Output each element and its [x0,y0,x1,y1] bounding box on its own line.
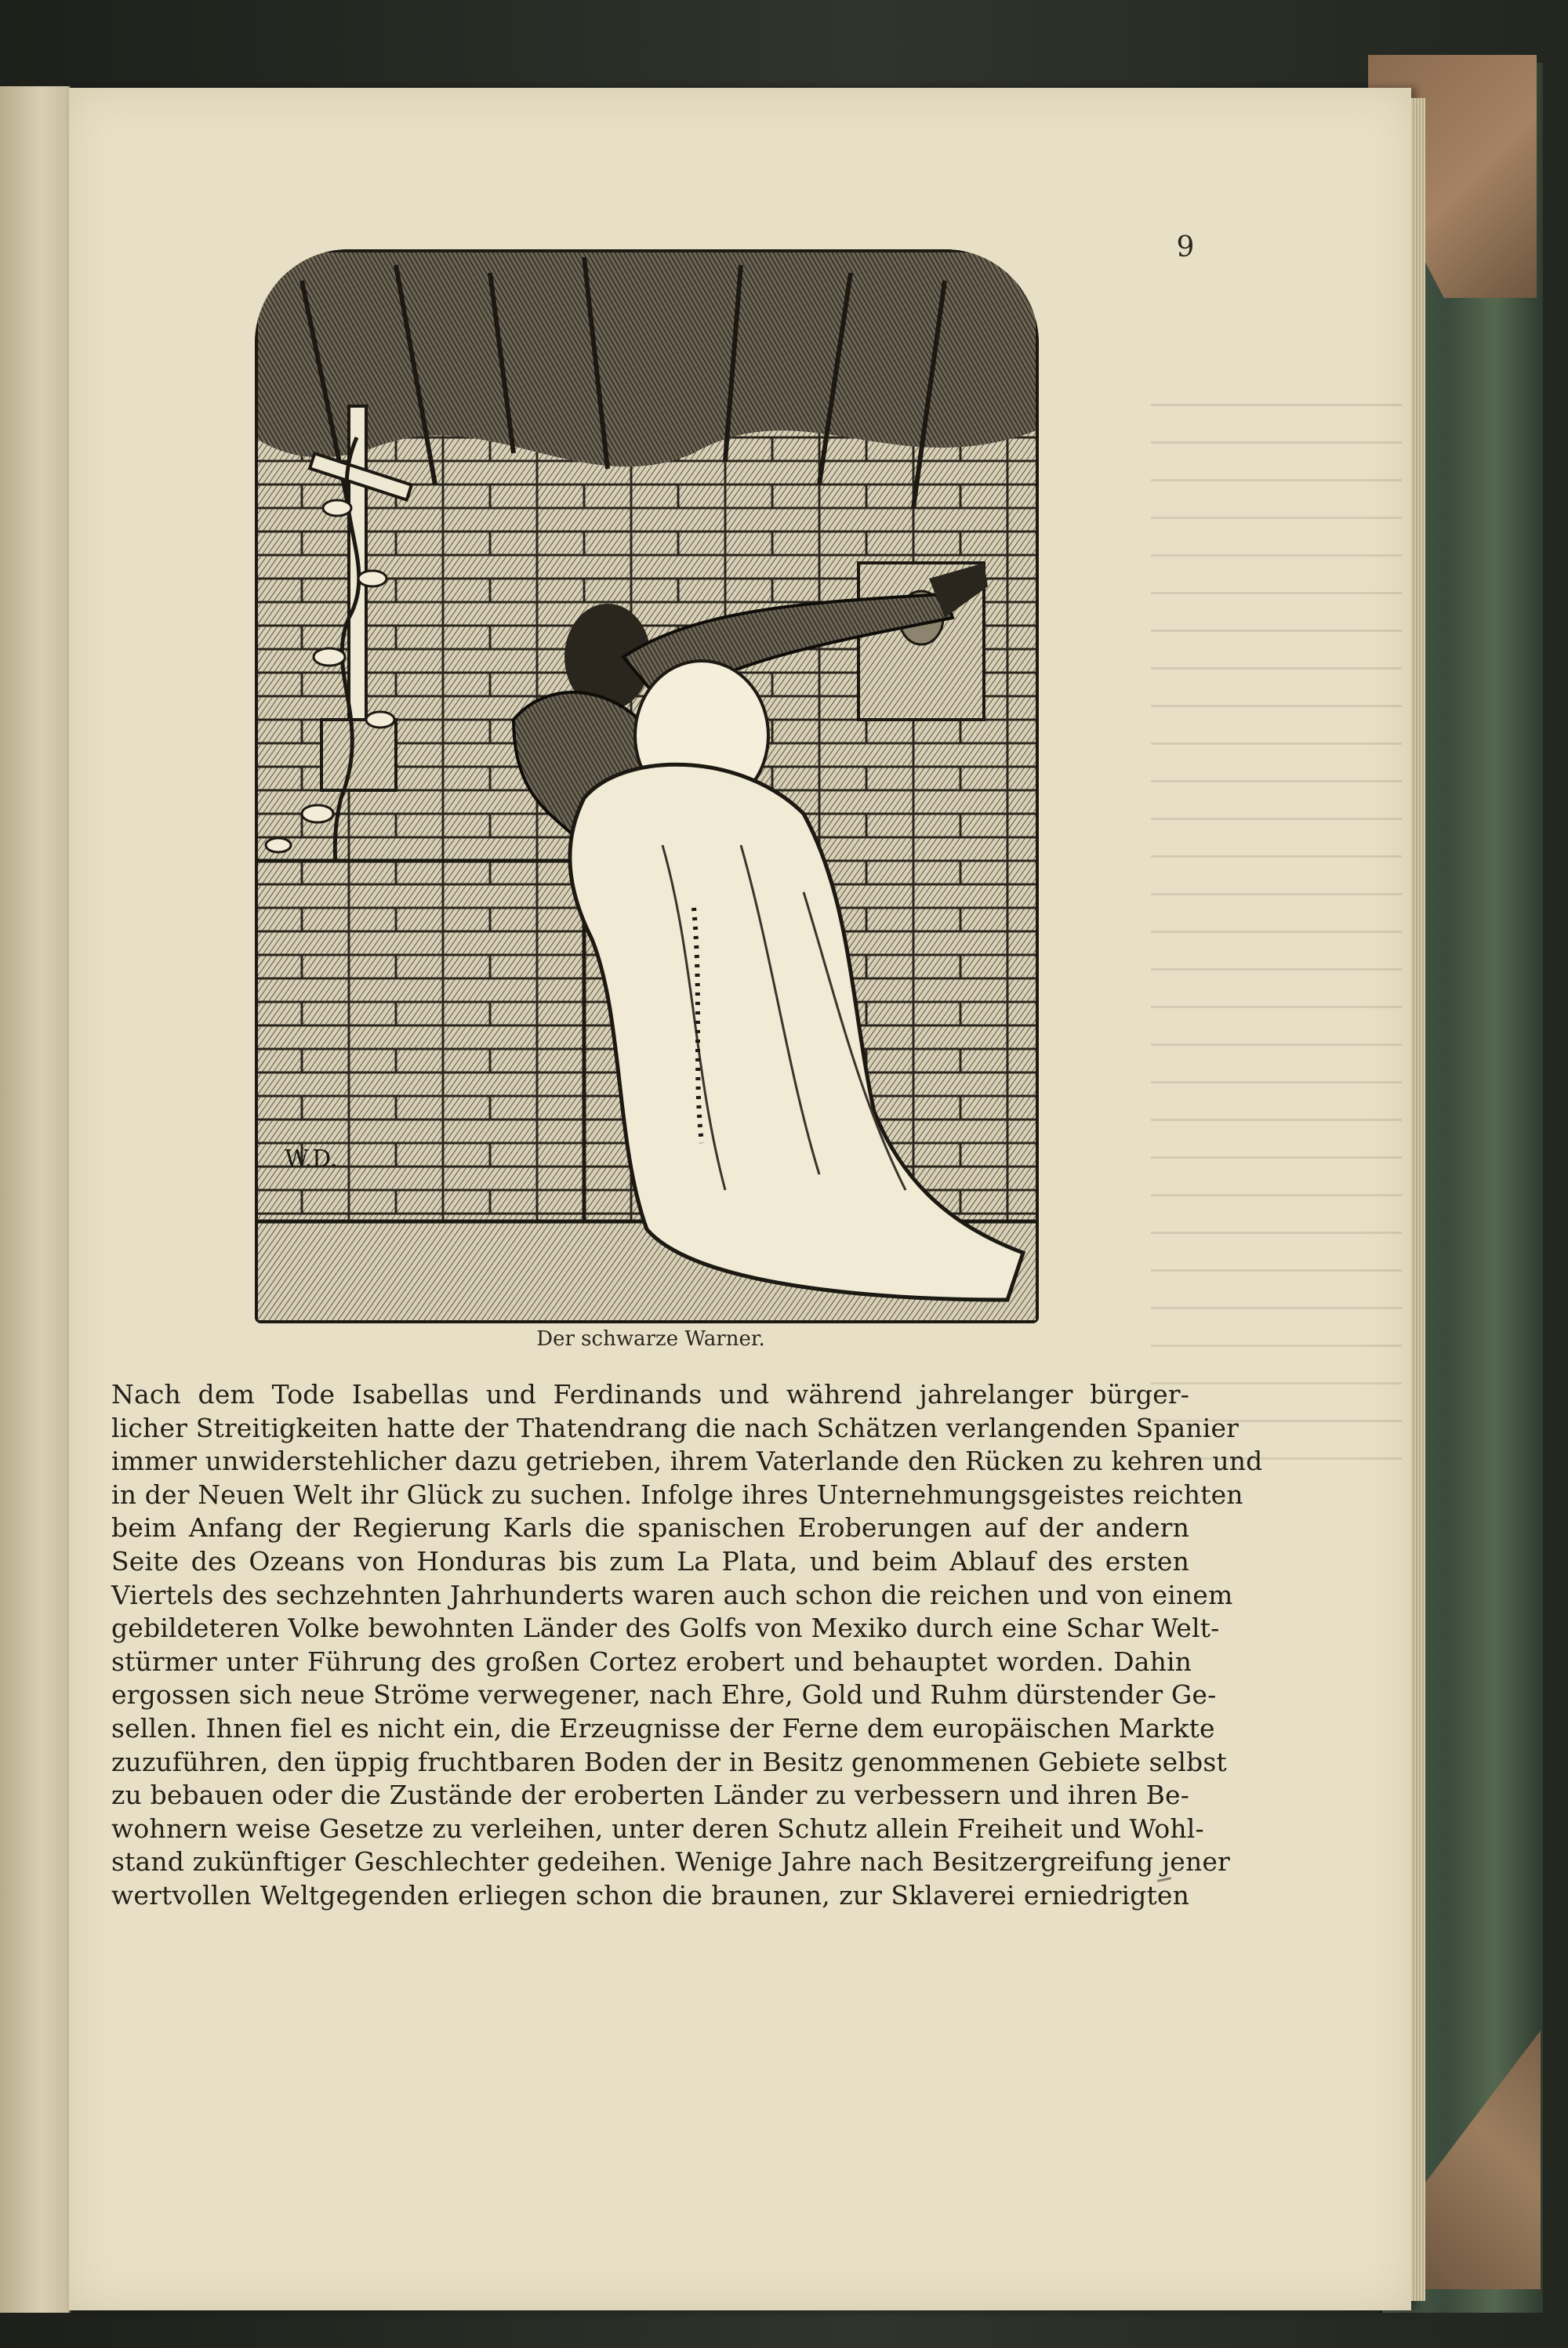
text-line: licher Streitigkeiten hatte der Thatendrang die nach Schätzen verlangenden Spanier [111,1412,1240,1443]
text-line: Seite des Ozeans von Honduras bis zum La Plata, und beim Ablauf des ersten [111,1545,1189,1577]
text-line: wertvollen Weltgegenden erliegen schon die braunen, zur Sklaverei erniedrigten [111,1879,1189,1911]
text-line: Viertels des sechzehnten Jahrhunderts waren auch schon die reichen und von einem [111,1579,1233,1610]
text-line: beim Anfang der Regierung Karls die spanischen Eroberungen auf der andern [111,1512,1189,1544]
text-line: sellen. Ihnen fiel es nicht ein, die Erzeugnisse der Ferne dem europäischen Markte [111,1712,1215,1744]
illustration-caption: Der schwarze Warner. [536,1327,765,1351]
page-edges [1411,98,1425,2301]
page-number: 9 [1176,231,1195,263]
text-line: in der Neuen Welt ihr Glück zu suchen. Infolge ihres Unternehmungsgeistes reichten [111,1479,1243,1510]
engraving-illustration [255,249,1039,1323]
stone-altar [255,861,584,1229]
show-through-text [1151,378,1402,1460]
text-line: Nach dem Tode Isabellas und Ferdinands und während jahrelanger bürger- [111,1379,1189,1410]
body-paragraph [111,1378,1263,1913]
text-line: zu bebauen oder die Zustände der eroberten Länder zu verbessern und ihren Be- [111,1780,1189,1811]
text-line: immer unwiderstehlicher dazu getrieben, ihrem Vaterlande den Rücken zu kehren und [111,1446,1263,1477]
engraving-svg [255,249,1039,1323]
illustration-signature: W.D. [285,1145,338,1173]
text-line: wohnern weise Gesetze zu verleihen, unter deren Schutz allein Freiheit und Wohl- [111,1813,1204,1844]
left-page-edge [0,86,71,2313]
text-line: stand zukünftiger Geschlechter gedeihen. Wenige Jahre nach Besitzergreifung jener [111,1846,1230,1878]
text-line: gebildeteren Volke bewohnten Länder des Golfs von Mexiko durch eine Schar Welt- [111,1613,1220,1644]
text-line: zuzuführen, den üppig fruchtbaren Boden der in Besitz genommenen Gebiete selbst [111,1746,1227,1777]
text-line: stürmer unter Führung des großen Cortez erobert und behauptet worden. Dahin [111,1646,1192,1677]
text-line: ergossen sich neue Ströme verwegener, nach Ehre, Gold und Ruhm dürstender Ge- [111,1679,1217,1711]
